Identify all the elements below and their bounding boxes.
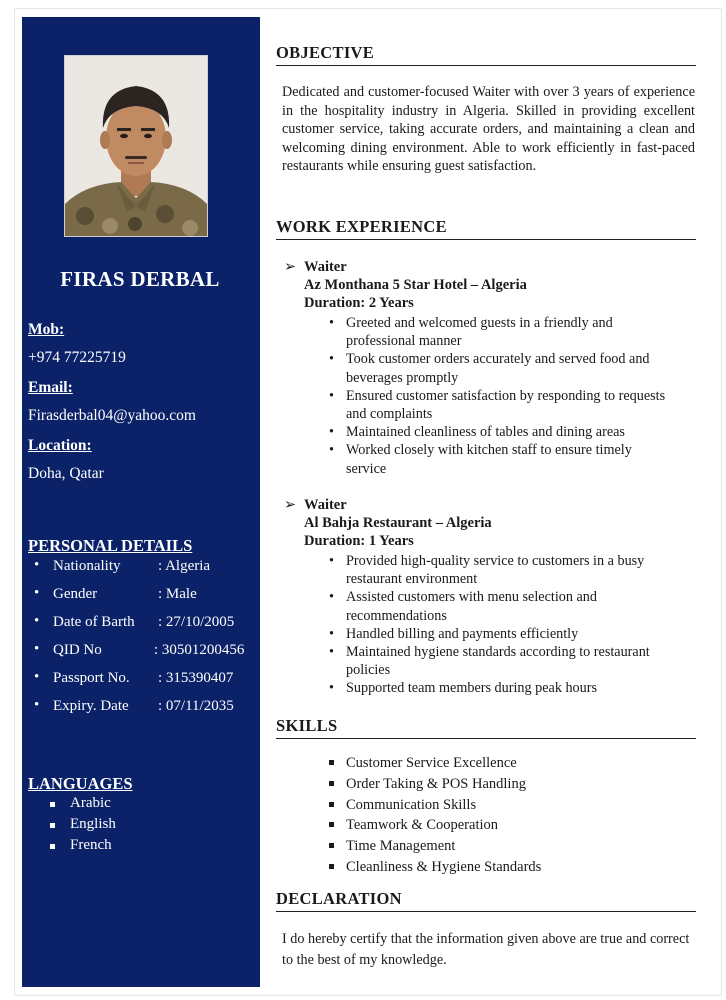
bullet-icon: • <box>34 585 40 601</box>
bullet-icon: • <box>329 553 334 569</box>
location-label: Location: <box>28 437 92 454</box>
square-bullet-icon <box>329 864 334 869</box>
skill-item <box>326 836 676 857</box>
job-duration: Duration: 2 Years <box>304 295 414 311</box>
mob-label: Mob: <box>28 321 65 338</box>
list-item <box>326 350 671 386</box>
square-bullet-icon <box>50 844 55 849</box>
skill-item <box>326 815 676 836</box>
list-item <box>326 314 671 350</box>
bullet-text: Handled billing and payments efficiently <box>346 625 579 642</box>
personal-detail-row <box>28 558 258 578</box>
job-role: Waiter <box>304 497 347 513</box>
bullet-icon: • <box>329 424 334 441</box>
bullet-icon: • <box>329 442 334 459</box>
person-photo-icon <box>65 56 207 236</box>
personal-detail-row <box>28 698 258 718</box>
job-2-header <box>284 496 492 550</box>
list-item <box>326 441 671 477</box>
job-company: Az Monthana 5 Star Hotel – Algeria <box>304 277 527 293</box>
job-company: Al Bahja Restaurant – Algeria <box>304 515 492 531</box>
language-label: English <box>70 816 116 832</box>
skill-label: Communication Skills <box>346 796 477 813</box>
email-value: Firasderbal04@yahoo.com <box>28 407 196 424</box>
list-item <box>326 625 671 643</box>
square-bullet-icon <box>329 843 334 848</box>
square-bullet-icon <box>329 760 334 765</box>
job-2-bullets <box>326 552 671 698</box>
bullet-icon: • <box>34 613 40 629</box>
skills-list <box>326 753 676 878</box>
detail-value: : Male <box>158 586 197 602</box>
detail-value: : Algeria <box>158 558 211 574</box>
mob-value: +974 77225719 <box>28 349 126 366</box>
personal-detail-row <box>28 642 258 662</box>
bullet-text: Worked closely with kitchen staff to ensure timely service <box>346 442 632 477</box>
bullet-icon: • <box>329 387 334 404</box>
bullet-icon: • <box>34 641 40 657</box>
square-bullet-icon <box>50 802 55 807</box>
bullet-text: Maintained cleanliness of tables and dining areas <box>346 424 625 441</box>
job-1-bullets <box>326 314 671 478</box>
personal-details-title: PERSONAL DETAILS <box>28 536 193 555</box>
language-label: Arabic <box>70 795 111 811</box>
profile-photo <box>64 55 208 237</box>
bullet-icon: • <box>34 697 40 713</box>
bullet-text: Greeted and welcomed guests in a friendly and professional manner <box>346 315 613 350</box>
languages-title: LANGUAGES <box>28 774 133 793</box>
location-value: Doha, Qatar <box>28 465 104 482</box>
bullet-icon: • <box>329 625 334 642</box>
objective-text: Dedicated and customer-focused Waiter with over 3 years of experience in the hospitality industry in Algeria. Skilled in providing excellent customer service, taking accurate orders, and maintaining a clean and welcoming dining environment. Able to work efficiently in fast-paced restaurants while ensuring guest satisfaction. <box>282 84 695 174</box>
bullet-icon: • <box>329 351 334 368</box>
list-item <box>326 679 671 697</box>
personal-detail-row <box>28 614 258 634</box>
detail-key: Expiry. Date <box>53 698 129 714</box>
list-item <box>326 552 671 588</box>
personal-detail-row <box>28 586 258 606</box>
detail-value: : 27/10/2005 <box>158 614 235 630</box>
skill-item <box>326 795 676 816</box>
sidebar <box>22 17 260 987</box>
detail-value: : 07/11/2035 <box>158 698 234 714</box>
candidate-name: FIRAS DERBAL <box>60 267 220 291</box>
personal-detail-row <box>28 670 258 690</box>
square-bullet-icon <box>329 822 334 827</box>
bullet-icon: • <box>329 589 334 606</box>
objective-title: OBJECTIVE <box>276 43 696 66</box>
bullet-icon: • <box>329 315 334 331</box>
job-duration: Duration: 1 Years <box>304 533 414 549</box>
bullet-text: Took customer orders accurately and served food and beverages promptly <box>346 351 650 386</box>
skill-label: Customer Service Excellence <box>346 755 517 771</box>
detail-key: Passport No. <box>53 670 130 686</box>
declaration-title: DECLARATION <box>276 889 696 912</box>
bullet-text: Ensured customer satisfaction by responding to requests and complaints <box>346 387 666 423</box>
bullet-text: Provided high-quality service to customers in a busy restaurant environment <box>346 553 645 588</box>
arrowhead-bullet-icon: ➢ <box>284 497 297 513</box>
detail-key: Gender <box>53 586 98 602</box>
bullet-text: Supported team members during peak hours <box>346 680 597 697</box>
arrowhead-bullet-icon: ➢ <box>284 259 297 275</box>
language-label: French <box>70 837 112 853</box>
skill-label: Time Management <box>346 838 456 855</box>
skill-item <box>326 857 676 878</box>
square-bullet-icon <box>50 823 55 828</box>
list-item <box>326 423 671 441</box>
email-label: Email: <box>28 379 73 396</box>
list-item <box>326 643 671 679</box>
bullet-icon: • <box>34 557 40 573</box>
skill-label: Cleanliness & Hygiene Standards <box>346 858 542 875</box>
skill-item <box>326 774 676 795</box>
detail-key: Nationality <box>53 558 121 574</box>
list-item <box>326 588 671 624</box>
bullet-text: Assisted customers with menu selection and recommendations <box>346 589 597 624</box>
bullet-icon: • <box>34 669 40 685</box>
bullet-icon: • <box>329 644 334 661</box>
job-1-header <box>284 258 527 312</box>
detail-key: QID No <box>53 642 102 658</box>
work-experience-title: WORK EXPERIENCE <box>276 217 696 240</box>
bullet-icon: • <box>329 680 334 697</box>
detail-key: Date of Barth <box>53 614 135 630</box>
square-bullet-icon <box>329 802 334 807</box>
declaration-text: I do hereby certify that the information given above are true and correct to the best of my knowledge. <box>282 931 690 968</box>
square-bullet-icon <box>329 781 334 786</box>
detail-value: : 30501200456 <box>154 642 245 658</box>
skill-label: Order Taking & POS Handling <box>346 775 526 792</box>
skill-item <box>326 753 676 774</box>
skill-label: Teamwork & Cooperation <box>346 817 499 834</box>
skills-title: SKILLS <box>276 716 696 739</box>
detail-value: : 315390407 <box>158 670 234 686</box>
job-role: Waiter <box>304 259 347 275</box>
bullet-text: Maintained hygiene standards according to restaurant policies <box>346 644 650 679</box>
list-item <box>326 387 671 423</box>
